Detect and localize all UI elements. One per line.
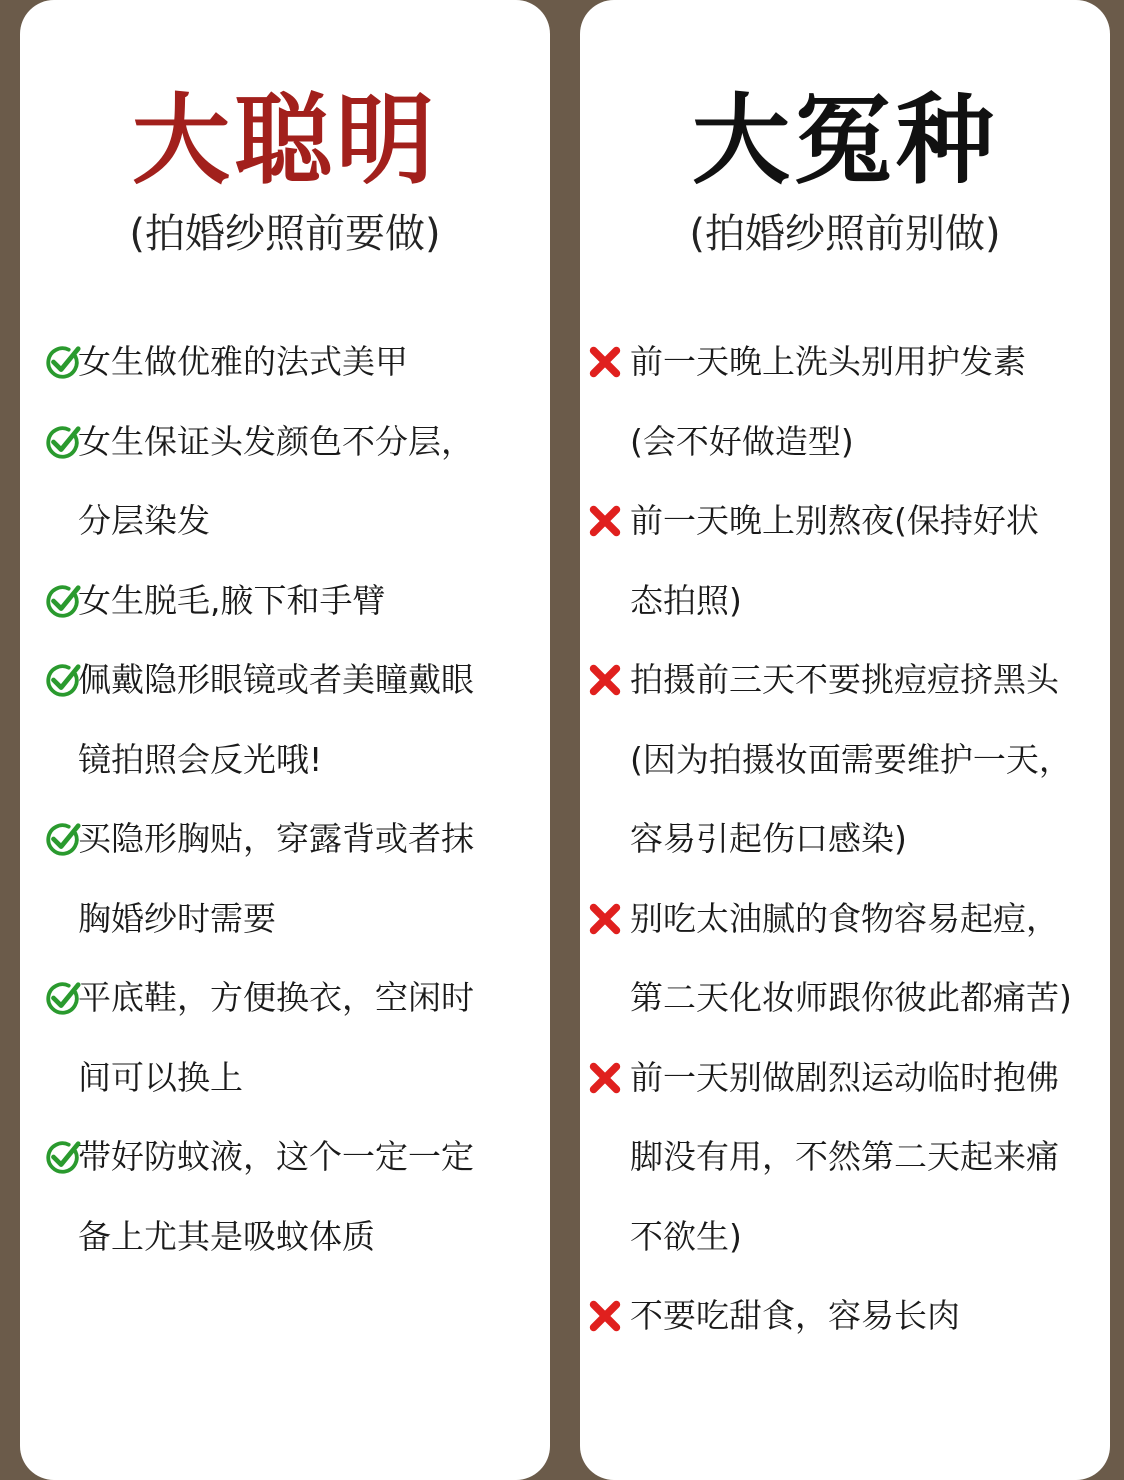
card-regret	[580, 0, 1110, 1480]
item-text-line: 备上尤其是吸蚊体质	[78, 1216, 375, 1256]
red-cross-icon	[586, 343, 624, 381]
green-check-icon	[44, 582, 82, 620]
item-text-line: 不要吃甜食，容易长肉	[630, 1296, 960, 1335]
item-text-line: 前一天别做剧烈运动临时抱佛	[630, 1057, 1059, 1097]
card-subtitle: (拍婚纱照前别做)	[689, 211, 1001, 257]
item-text-line: (会不好做造型)	[630, 421, 854, 461]
item-text-line: 胸婚纱时需要	[78, 898, 276, 938]
item-text-line: 买隐形胸贴，穿露背或者抹	[78, 819, 474, 858]
red-cross-icon	[586, 1297, 624, 1335]
item-text-line: 态拍照)	[630, 580, 742, 620]
item-text-line: 镜拍照会反光哦!	[78, 739, 323, 779]
green-check-icon	[44, 661, 82, 699]
green-check-icon	[44, 343, 82, 381]
card-title: 大冤种	[691, 84, 998, 198]
item-text-line: 女生保证头发颜色不分层，	[78, 421, 474, 461]
card-title: 大聪明	[131, 84, 438, 198]
item-text-line: 别吃太油腻的食物容易起痘，	[630, 898, 1059, 938]
item-text-line: 前一天晚上洗头别用护发素	[630, 342, 1026, 381]
item-text-line: 女生做优雅的法式美甲	[78, 342, 408, 381]
item-text-line: 第二天化妆师跟你彼此都痛苦)	[630, 978, 1072, 1017]
green-check-icon	[44, 820, 82, 858]
item-text-line: (因为拍摄妆面需要维护一天，	[630, 739, 1072, 779]
item-text-line: 分层染发	[78, 501, 210, 540]
item-text-line: 拍摄前三天不要挑痘痘挤黑头	[630, 660, 1059, 699]
item-text-line: 带好防蚊液，这个一定一定	[78, 1137, 474, 1176]
item-text-line: 容易引起伤口感染)	[630, 819, 907, 858]
item-text-line: 女生脱毛,腋下和手臂	[78, 580, 386, 620]
item-text-line: 间可以换上	[78, 1057, 243, 1097]
card-subtitle: (拍婚纱照前要做)	[129, 211, 441, 257]
green-check-icon	[44, 979, 82, 1017]
item-text-line: 佩戴隐形眼镜或者美瞳戴眼	[78, 660, 474, 699]
item-text-line: 平底鞋，方便换衣，空闲时	[78, 978, 474, 1017]
card-smart	[20, 0, 550, 1480]
red-cross-icon	[586, 661, 624, 699]
item-text-line: 脚没有用，不然第二天起来痛	[630, 1137, 1059, 1176]
red-cross-icon	[586, 900, 624, 938]
item-text-line: 不欲生)	[630, 1216, 742, 1256]
red-cross-icon	[586, 1059, 624, 1097]
red-cross-icon	[586, 502, 624, 540]
green-check-icon	[44, 423, 82, 461]
green-check-icon	[44, 1138, 82, 1176]
item-text-line: 前一天晚上别熬夜(保持好状	[630, 501, 1039, 540]
